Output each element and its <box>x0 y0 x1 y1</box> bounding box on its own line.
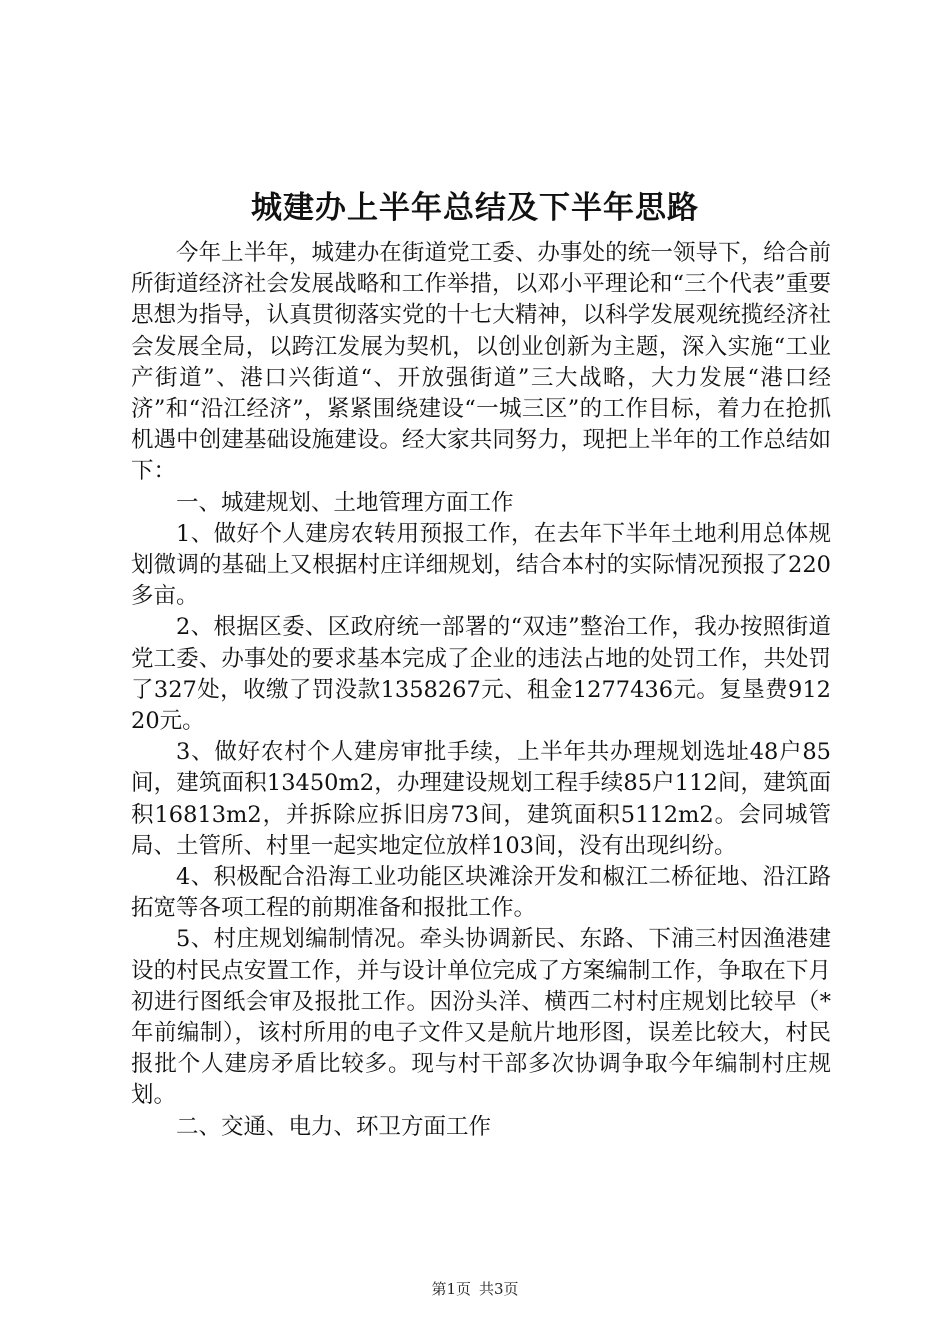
item-paragraph-5: 5、村庄规划编制情况。牵头协调新民、东路、下浦三村因渔港建设的村民点安置工作，并与设计单位完成了方案编制工作，争取在下月初进行图纸会审及报批工作。因汾头洋、横西二村村庄规划比较早（*年前编制），该村所用的电子文件又是航片地形图，误差比较大，村民报批个人建房矛盾比较多。现与村干部多次协调争取今年编制村庄规划。 <box>131 926 831 1109</box>
section-heading-planning: 一、城建规划、土地管理方面工作 <box>176 489 514 516</box>
item-paragraph-4: 4、积极配合沿海工业功能区块滩涂开发和椒江二桥征地、沿江路拓宽等各项工程的前期准备和报批工作。 <box>131 864 831 922</box>
page-number: 第1页 <box>431 1280 471 1298</box>
item-paragraph-3: 3、做好农村个人建房审批手续，上半年共办理规划选址48户85间，建筑面积13450m2，办理建设规划工程手续85户112间，建筑面积16813m2，并拆除应拆旧房73间，建筑面积5112m2。会同城管局、土管所、村里一起实地定位放样103间，没有出现纠纷。 <box>131 739 831 859</box>
page-footer <box>0 1278 950 1300</box>
page-total: 共3页 <box>479 1280 519 1298</box>
section-heading-transport: 二、交通、电力、环卫方面工作 <box>176 1113 492 1140</box>
item-paragraph-2: 2、根据区委、区政府统一部署的“双违”整治工作，我办按照街道党工委、办事处的要求基本完成了企业的违法占地的处罚工作，共处罚了327处，收缴了罚没款1358267元、租金1277436元。复垦费91220元。 <box>131 614 831 735</box>
document-title: 城建办上半年总结及下半年思路 <box>251 190 699 226</box>
document-body <box>131 238 831 1143</box>
intro-paragraph: 今年上半年，城建办在街道党工委、办事处的统一领导下，给合前所街道经济社会发展战略和工作举措，以邓小平理论和“三个代表”重要思想为指导，认真贯彻落实党的十七大精神，以科学发展观统揽经济社会发展全局，以跨江发展为契机，以创业创新为主题，深入实施“工业产街道”、港口兴街道“、开放强街道”三大战略，大力发展“港口经济”和“沿江经济”，紧紧围绕建设“一城三区”的工作目标，着力在抢抓机遇中创建基础设施建设。经大家共同努力，现把上半年的工作总结如下： <box>131 240 831 485</box>
item-paragraph-1: 1、做好个人建房农转用预报工作，在去年下半年土地利用总体规划微调的基础上又根据村庄详细规划，结合本村的实际情况预报了220多亩。 <box>131 520 831 610</box>
